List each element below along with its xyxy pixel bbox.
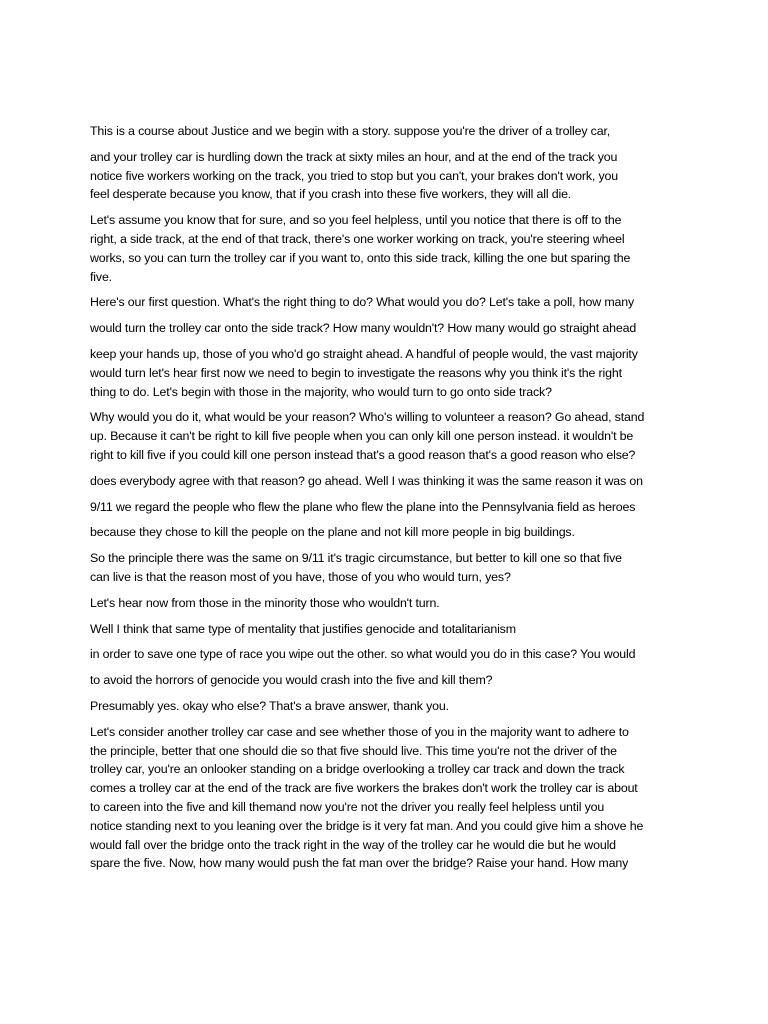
text-line: thing to do. Let's begin with those in the majority, who would turn to go onto side track? [90,384,552,399]
text-line: to avoid the horrors of genocide you would crash into the five and kill them? [90,673,493,688]
text-line: to careen into the five and kill themand now you're not the driver you really feel helpless until you [90,799,605,814]
text-line: would turn let's hear first now we need to begin to investigate the reasons why you think it's the right [90,365,622,380]
paragraph [90,645,690,664]
text-line: keep your hands up, those of you who'd go straight ahead. A handful of people would, the vast majority [90,346,638,361]
text-line: in order to save one type of race you wipe out the other. so what would you do in this case? You would [90,647,636,662]
text-line: spare the five. Now, how many would push the fat man over the bridge? Raise your hand. How many [90,856,629,871]
text-line: the principle, better that one should die so that five should live. This time you're not the driver of the [90,743,617,758]
text-line: Well I think that same type of mentality that justifies genocide and totalitarianism [90,621,516,636]
paragraph [90,594,690,613]
text-line: Let's hear now from those in the minority those who wouldn't turn. [90,595,440,610]
text-line: because they chose to kill the people on the plane and not kill more people in big buildings. [90,525,575,540]
paragraph [90,408,690,464]
text-line: feel desperate because you know, that if you crash into these five workers, they will all die. [90,187,572,202]
paragraph [90,345,690,401]
text-line: notice standing next to you leaning over the bridge is it very fat man. And you could give him a shove he [90,818,644,833]
text-line: Let's consider another trolley car case and see whether those of you in the majority want to adhere to [90,724,629,739]
text-line: comes a trolley car at the end of the track are five workers the brakes don't work the trolley car is about [90,781,638,796]
text-line: would fall over the bridge onto the track right in the way of the trolley car he would die but he would [90,837,616,852]
paragraph [90,472,690,491]
text-line: works, so you can turn the trolley car if you want to, onto this side track, killing the one but sparing the [90,250,631,265]
paragraph [90,122,690,141]
paragraph [90,211,690,286]
paragraph [90,293,690,312]
paragraph [90,498,690,517]
text-line: Let's assume you know that for sure, and so you feel helpless, until you notice that there is off to the [90,213,622,228]
paragraph [90,549,690,587]
text-line: This is a course about Justice and we begin with a story. suppose you're the driver of a trolley car, [90,124,611,138]
text-line: five. [90,269,112,284]
text-line: Here's our first question. What's the right thing to do? What would you do? Let's take a poll, how many [90,295,635,310]
text-line: up. Because it can't be right to kill five people when you can only kill one person instead. it wouldn't be [90,429,634,444]
paragraph [90,148,690,204]
text-line: So the principle there was the same on 9/11 it's tragic circumstance, but better to kill one so that five [90,551,622,566]
paragraph [90,319,690,338]
text-line: and your trolley car is hurdling down the track at sixty miles an hour, and at the end of the track you [90,149,618,164]
text-line: would turn the trolley car onto the side track? How many wouldn't? How many would go straight ahead [90,321,637,336]
text-line: can live is that the reason most of you have, those of you who would turn, yes? [90,569,511,584]
text-line: notice five workers working on the track, you tried to stop but you can't, your brakes don't work, you [90,168,619,183]
paragraph [90,620,690,639]
paragraph [90,697,690,716]
text-line: Why would you do it, what would be your reason? Who's willing to volunteer a reason? Go ahead, stand [90,410,645,425]
text-line: 9/11 we regard the people who flew the plane who flew the plane into the Pennsylvania field as heroes [90,499,636,514]
paragraph [90,723,690,873]
paragraph [90,671,690,690]
text-line: right to kill five if you could kill one person instead that's a good reason that's a good reason who else? [90,447,636,462]
text-line: right, a side track, at the end of that track, there's one worker working on track, you're steering wheel [90,231,625,246]
text-line: does everybody agree with that reason? go ahead. Well I was thinking it was the same reason it was on [90,473,643,488]
text-line: trolley car, you're an onlooker standing on a bridge overlooking a trolley car track and down the track [90,762,625,777]
paragraph [90,523,690,542]
text-line: Presumably yes. okay who else? That's a brave answer, thank you. [90,698,449,713]
document-body [90,122,690,880]
